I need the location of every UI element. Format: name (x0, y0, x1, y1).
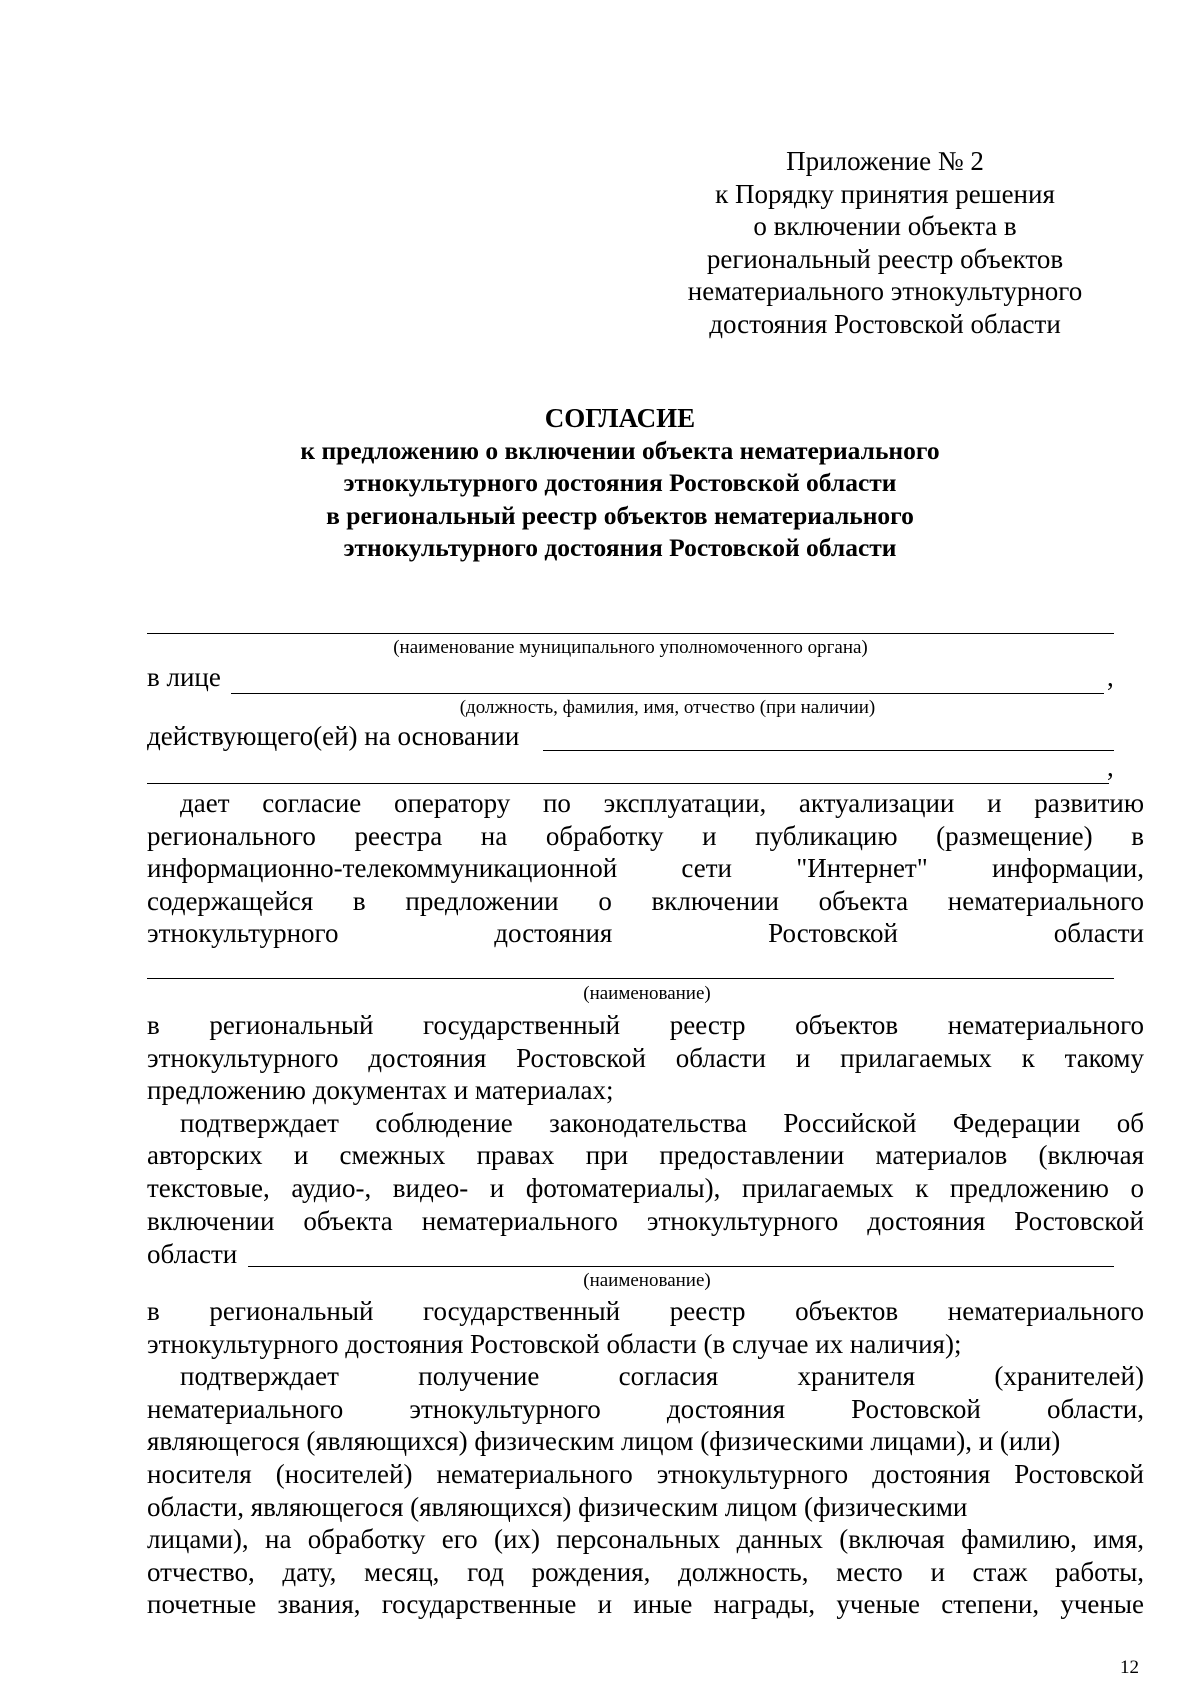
title-line: этнокультурного достояния Ростовской области (343, 533, 897, 562)
appendix-line: региональный реестр объектов (706, 243, 1064, 274)
basis-line-2[interactable] (147, 783, 1109, 784)
basis-line[interactable] (543, 750, 1114, 751)
body-line: текстовые, аудио-, видео- и фотоматериалы), прилагаемых к предложению о (147, 1172, 1144, 1203)
body-line: являющегося (являющихся) физическим лицом (физическими лицами), и (или) (147, 1426, 1061, 1457)
org-name-line[interactable] (147, 633, 1114, 634)
body-line: информационно-телекоммуникационной сети "Интернет" информации, (147, 853, 1144, 884)
body-line: предложению документах и материалах; (147, 1075, 614, 1106)
appendix-line: Приложение № 2 (786, 146, 984, 176)
body-line: лицами), на обработку его (их) персональных данных (включая фамилию, имя, (147, 1524, 1144, 1555)
body-line: регионального реестра на обработку и публикацию (размещение) в (147, 820, 1144, 851)
title-line: к предложению о включении объекта нематериального (300, 435, 940, 465)
document-title (240, 402, 1000, 565)
title-main: СОГЛАСИЕ (544, 403, 696, 433)
body-line: этнокультурного достояния Ростовской области (147, 918, 1144, 949)
body-line: почетные звания, государственные и иные награды, ученые степени, ученые (147, 1589, 1144, 1620)
caption-name-1: (наименование) (583, 983, 711, 1004)
body-line: включении объекта нематериального этнокультурного достояния Ростовской (147, 1205, 1144, 1236)
in-person-label: в лице (147, 662, 221, 692)
caption-person: (должность, фамилия, имя, отчество (при наличии) (459, 697, 876, 718)
body-line: в региональный государственный реестр объектов нематериального (147, 1010, 1144, 1040)
appendix-header (640, 145, 1130, 341)
body-line: авторских и смежных правах при предоставлении материалов (включая (147, 1140, 1144, 1171)
body-block-1 (147, 787, 1144, 950)
title-line: в региональный реестр объектов нематериального (326, 500, 914, 530)
body-line: нематериального этнокультурного достояния Ростовской области, (147, 1393, 1144, 1424)
body-block-2 (147, 1009, 1144, 1237)
body-line: в региональный государственный реестр объектов нематериального (147, 1296, 1144, 1326)
body-line: подтверждает получение согласия хранителя (хранителей) (180, 1361, 1144, 1392)
body-line: области, являющегося (являющихся) физическим лицом (физическими (147, 1491, 968, 1522)
appendix-line: о включении объекта в (753, 211, 1017, 242)
oblasti-label: области (147, 1239, 238, 1269)
person-line[interactable] (231, 693, 1104, 694)
object-name-line-2[interactable] (248, 1266, 1114, 1267)
body-line: дает согласие оператору по эксплуатации, актуализации и развитию (180, 788, 1144, 818)
comma: , (1107, 662, 1114, 692)
appendix-line: нематериального этнокультурного (687, 276, 1083, 307)
body-line: этнокультурного достояния Ростовской области и прилагаемых к такому (147, 1042, 1144, 1073)
acting-label: действующего(ей) на основании (147, 721, 520, 751)
object-name-line-1[interactable] (147, 978, 1114, 979)
body-line: отчество, дату, месяц, год рождения, должность, место и стаж работы, (147, 1556, 1144, 1587)
body-line: этнокультурного достояния Ростовской области (в случае их наличия); (147, 1328, 962, 1359)
page-number: 12 (1120, 1657, 1139, 1678)
body-line: носителя (носителей) нематериального этнокультурного достояния Ростовской (147, 1458, 1144, 1489)
caption-name-2: (наименование) (583, 1270, 711, 1291)
appendix-line: к Порядку принятия решения (715, 178, 1055, 209)
comma: , (1107, 752, 1114, 782)
caption-org: (наименование муниципального уполномоченного органа) (393, 637, 868, 658)
appendix-line: достояния Ростовской области (709, 308, 1061, 339)
body-line: подтверждает соблюдение законодательства Российской Федерации об (180, 1107, 1144, 1138)
body-line: содержащейся в предложении о включении объекта нематериального (147, 885, 1144, 916)
title-line: этнокультурного достояния Ростовской области (343, 468, 897, 497)
body-block-3 (147, 1295, 1144, 1621)
